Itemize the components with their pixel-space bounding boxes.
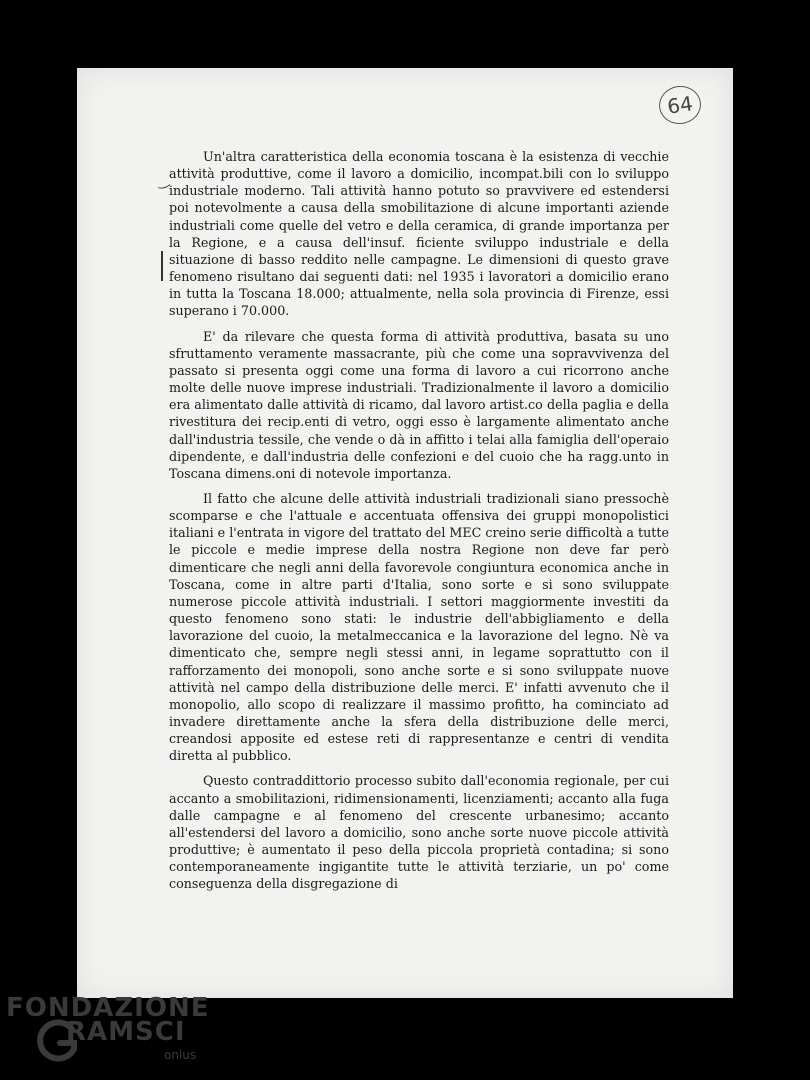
paragraph-2: E' da rilevare che questa forma di attività produttiva, basata su uno sfruttamento veramente massacrante, più che come una sopravvivenza del passato si presenta oggi come una forma di lavoro a cui ricorrono anche molte delle nuove imprese industriali. Tradizionalmente il lavoro a domicilio era alimentato dalle attività di ricamo, dal lavoro artist.co della paglia e della rivestitura dei recip.enti di vetro, oggi esso è largamente alimentato anche dall'industria tessile, che vende o dà in affitto i telai alla famiglia dell'operaio dipendente, e dall'industria delle confezioni e del cuoio che ha ragg.unto in Toscana dimens.oni di notevole importanza. (169, 328, 669, 481)
page-number: 64 (657, 83, 704, 126)
document-page (77, 68, 733, 998)
logo-line-2: RAMSCI (66, 1017, 186, 1047)
margin-bar-mark (161, 251, 163, 281)
body-text (169, 148, 669, 901)
paragraph-1: Un'altra caratteristica della economia toscana è la esistenza di vecchie attività produttive, come il lavoro a domicilio, incompat.bili con lo sviluppo industriale moderno. Tali attività hanno potuto so pravvivere ed estendersi poi notevolmente a causa della smobilitazione di alcune importanti aziende industriali come quelle del vetro e della ceramica, di grande importanza per la Regione, e a causa dell'insuf. ficiente sviluppo industriale e della situazione di basso reddito nelle campagne. Le dimensioni di questo grave fenomeno risultano dai seguenti dati: nel 1935 i lavoratori a domicilio erano in tutta la Toscana 18.000; attualmente, nella sola provincia di Firenze, essi superano i 70.000. (169, 149, 669, 319)
margin-dash-mark: ‿ (155, 171, 171, 191)
paragraph-4: Questo contraddittorio processo subito dall'economia regionale, per cui accanto a smobilitazioni, ridimensionamenti, licenziamenti; accanto alla fuga dalle campagne e al fenomeno del crescente urbanesimo; accanto all'estendersi del lavoro a domicilio, sono anche sorte nuove piccole attività produttive; è aumentato il peso della piccola proprietà contadina; si sono contemporaneamente ingigantite tutte le attività terziarie, un po' come conseguenza della disgregazione di (169, 773, 669, 892)
logo-suffix: onlus (164, 1048, 197, 1062)
fondazione-gramsci-logo (6, 993, 210, 1073)
paragraph-3: Il fatto che alcune delle attività industriali tradizionali siano pressochè scomparse e che l'attuale e accentuata offensiva dei gruppi monopolistici italiani e l'entrata in vigore del trattato del MEC creino serie difficoltà a tutte le piccole e medie imprese della nostra Regione non deve far però dimenticare che negli anni della favorevole congiuntura economica anche in Toscana, come in altre parti d'Italia, sono sorte e si sono sviluppate numerose piccole attività industriali. I settori maggiormente investiti da questo fenomeno sono stati: le industrie dell'abbigliamento e della lavorazione del cuoio, la metalmeccanica e la lavorazione del legno. Nè va dimenticato che, sempre negli stessi anni, in legame soprattutto con il rafforzamento dei monopoli, sono anche sorte e si sono sviluppate nuove attività nel campo della distribuzione delle merci. E' infatti avvenuto che il monopolio, allo scopo di realizzare il massimo profitto, ha cominciato ad invadere direttamente anche la sfera della distribuzione delle merci, creandosi apposite ed estese reti di rappresentanze e centri di vendita diretta al pubblico. (169, 490, 669, 764)
logo-line-1: FONDAZIONE (6, 993, 210, 1023)
